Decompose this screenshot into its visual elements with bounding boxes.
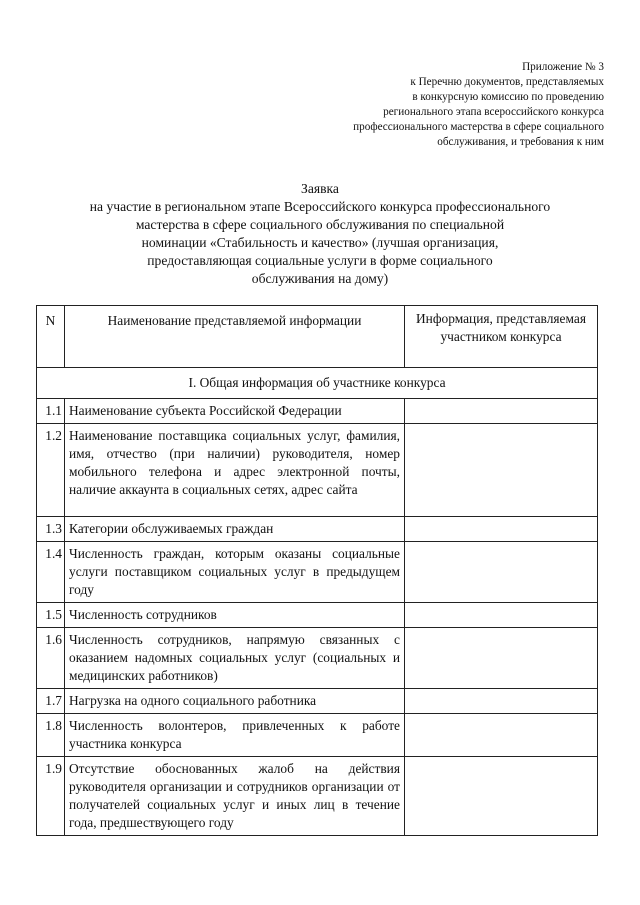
row-text: Наименование поставщика социальных услуг, фамилия, имя, отчество (при наличии) руководителя, номер мобильного телефона и адрес электронной почты, наличие аккаунта в социальных сетях, адрес сайта — [65, 424, 405, 517]
table-row — [37, 424, 598, 517]
table-row — [37, 628, 598, 689]
table-row — [37, 757, 598, 836]
table-header-row — [37, 306, 598, 368]
title-heading: Заявка — [301, 181, 339, 196]
row-number: 1.6 — [37, 628, 65, 689]
appendix-line: регионального этапа всероссийского конкурса — [383, 106, 604, 118]
application-title — [40, 180, 600, 288]
section-title: I. Общая информация об участнике конкурса — [37, 368, 598, 399]
appendix-block — [274, 60, 604, 150]
table-row — [37, 399, 598, 424]
row-text: Наименование субъекта Российской Федерации — [65, 399, 405, 424]
row-value-cell[interactable] — [405, 714, 598, 757]
row-text: Нагрузка на одного социального работника — [65, 689, 405, 714]
header-info: Информация, представляемая участником конкурса — [405, 306, 598, 368]
row-text: Численность граждан, которым оказаны социальные услуги поставщиком социальных услуг в предыдущем году — [65, 542, 405, 603]
table-row — [37, 542, 598, 603]
table-row — [37, 689, 598, 714]
appendix-line: Приложение № 3 — [522, 61, 604, 73]
row-value-cell[interactable] — [405, 542, 598, 603]
appendix-line: к Перечню документов, представляемых — [410, 76, 604, 88]
title-line: мастерства в сфере социального обслуживания по специальной — [135, 217, 505, 232]
row-text: Численность сотрудников, напрямую связанных с оказанием надомных социальных услуг (социальных и медицинских работников) — [65, 628, 405, 689]
row-value-cell[interactable] — [405, 689, 598, 714]
row-number: 1.5 — [37, 603, 65, 628]
row-text: Категории обслуживаемых граждан — [65, 517, 405, 542]
row-number: 1.2 — [37, 424, 65, 517]
appendix-line: в конкурсную комиссию по проведению — [412, 91, 604, 103]
row-number: 1.4 — [37, 542, 65, 603]
row-number: 1.7 — [37, 689, 65, 714]
appendix-line: профессионального мастерства в сфере социального — [353, 121, 604, 133]
row-number: 1.3 — [37, 517, 65, 542]
row-text: Отсутствие обоснованных жалоб на действия руководителя организации и сотрудников организации от получателей социальных услуг и иных лиц в течение года, предшествующего году — [65, 757, 405, 836]
row-text: Численность сотрудников — [65, 603, 405, 628]
row-value-cell[interactable] — [405, 399, 598, 424]
title-line: обслуживания на дому) — [251, 271, 389, 286]
row-value-cell[interactable] — [405, 628, 598, 689]
row-value-cell[interactable] — [405, 517, 598, 542]
section-row — [37, 368, 598, 399]
row-value-cell[interactable] — [405, 603, 598, 628]
row-value-cell[interactable] — [405, 757, 598, 836]
row-value-cell[interactable] — [405, 424, 598, 517]
application-table — [36, 305, 598, 836]
title-line: номинации «Стабильность и качество» (лучшая организация, — [141, 235, 499, 250]
table-row — [37, 517, 598, 542]
row-number: 1.1 — [37, 399, 65, 424]
table-row — [37, 603, 598, 628]
row-number: 1.8 — [37, 714, 65, 757]
header-name: Наименование представляемой информации — [65, 306, 405, 368]
table-row — [37, 714, 598, 757]
appendix-line: обслуживания, и требования к ним — [437, 136, 604, 148]
title-line: предоставляющая социальные услуги в форме социального — [147, 253, 493, 268]
header-num: N — [37, 306, 65, 368]
row-text: Численность волонтеров, привлеченных к работе участника конкурса — [65, 714, 405, 757]
row-number: 1.9 — [37, 757, 65, 836]
title-line: на участие в региональном этапе Всероссийского конкурса профессионального — [89, 199, 551, 214]
